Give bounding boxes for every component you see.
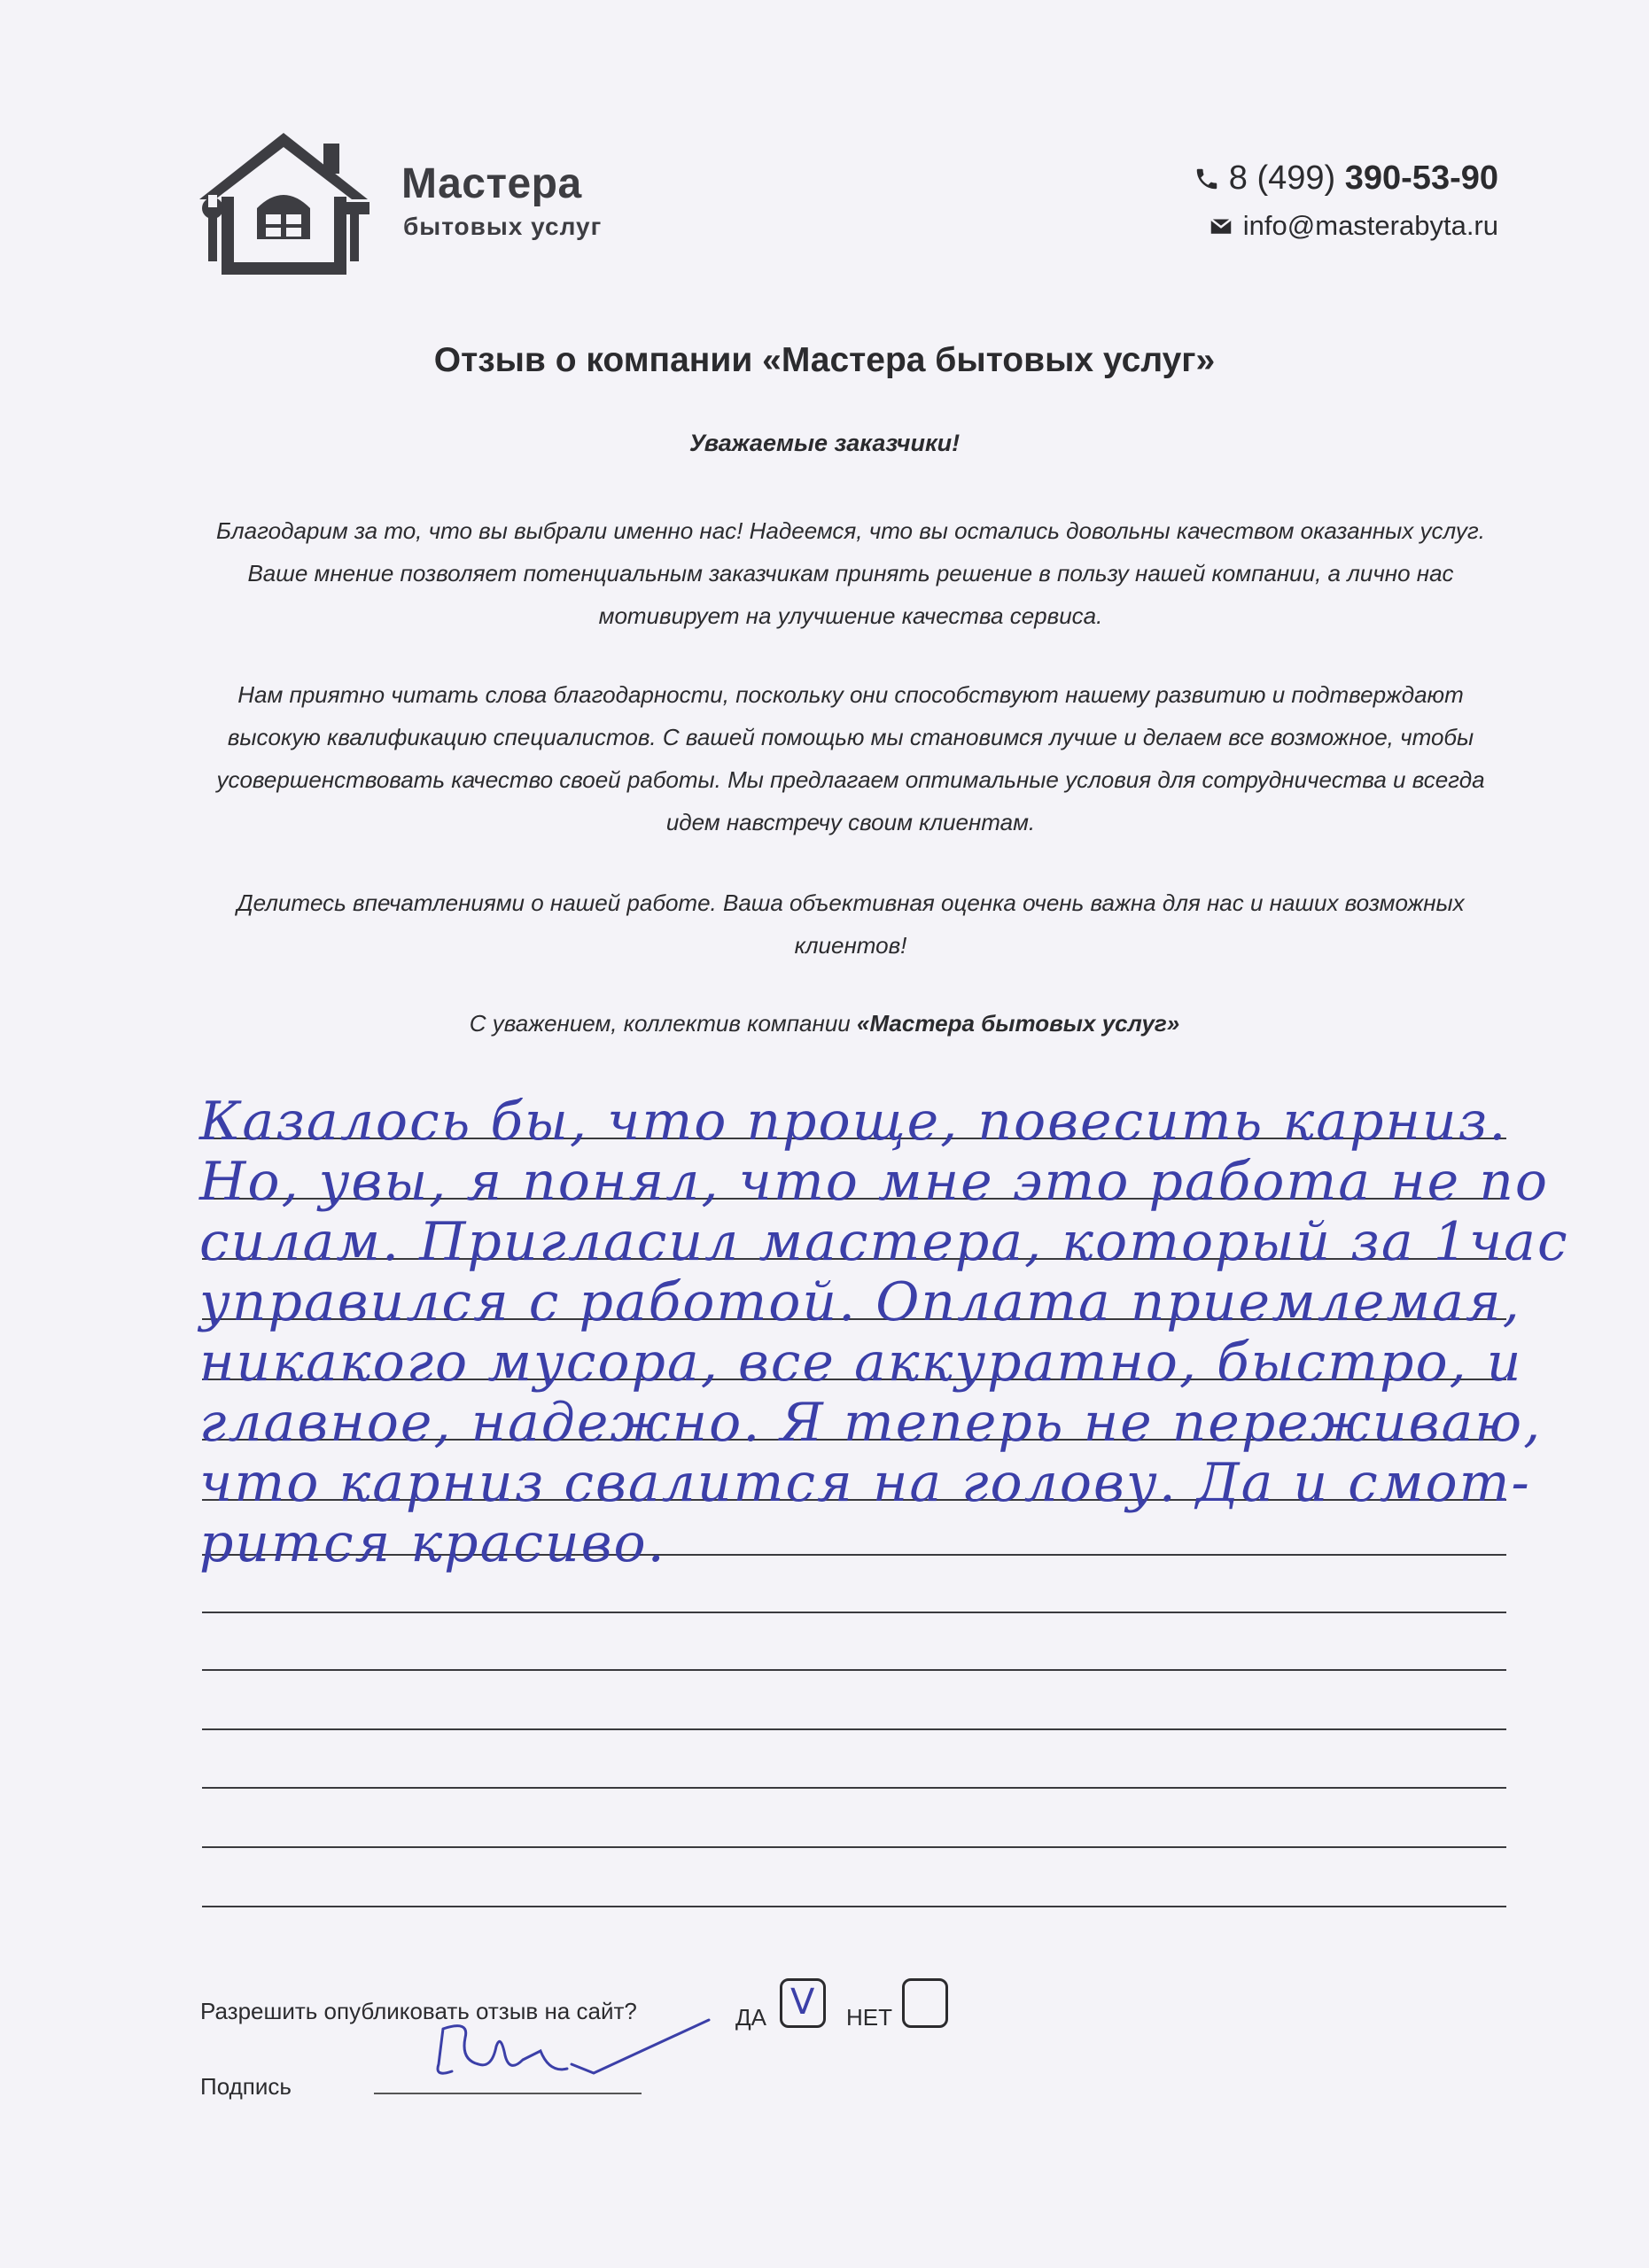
signature-label: Подпись <box>200 2073 292 2100</box>
review-line: Но, увы, я понял, что мне это работа не по <box>199 1151 1549 1213</box>
greeting: Уважаемые заказчики! <box>688 430 961 456</box>
intro-paragraph-1: Благодарим за то, что вы выбрали именно нас! Надеемся, что вы остались довольны качеством оказанных услуг. Ваше мнение позволяет потенциальным заказчикам принять решение в пользу нашей компании, а лично нас мотивирует на улучшение качества сервиса. <box>216 517 1485 629</box>
brand-subtitle: бытовых услуг <box>403 213 603 240</box>
review-line: рится красиво. <box>199 1512 666 1574</box>
review-line: силам. Пригласил мастера, который за 1час <box>199 1211 1569 1273</box>
review-line: никакого мусора, все аккуратно, быстро, и <box>199 1332 1523 1394</box>
phone-prefix: 8 (499) <box>1228 159 1336 197</box>
email-address[interactable]: info@masterabyta.ru <box>1242 210 1498 241</box>
page-title: Отзыв о компании «Мастера бытовых услуг» <box>433 341 1216 379</box>
yes-check-mark: V <box>790 1982 815 2023</box>
no-checkbox[interactable] <box>902 1978 948 2028</box>
review-line: управился с работой. Оплата приемлемая, <box>199 1271 1521 1333</box>
intro-paragraph-2: Нам приятно читать слова благодарности, поскольку они способствуют нашему развитию и подтверждают высокую квалификацию специалистов. С вашей помощью мы становимся лучше и делаем все возможное, чтобы усовершенствовать качество своей работы. Мы предлагаем оптимальные условия для сотрудничества и всегда идем навстречу своим клиентам. <box>216 681 1485 835</box>
handwritten-review <box>199 1091 1569 1574</box>
handwritten-signature <box>416 2011 718 2100</box>
brand-name: Мастера <box>401 160 582 207</box>
review-line: что карниз свалится на голову. Да и смот- <box>199 1452 1531 1514</box>
phone-main: 390-53-90 <box>1344 159 1498 197</box>
intro-paragraph-3: Делитесь впечатлениями о нашей работе. Ваша объективная оценка очень важна для нас и наших возможных клиентов! <box>237 889 1465 959</box>
yes-label: ДА <box>735 2004 766 2031</box>
signoff-prefix: С уважением, коллектив компании <box>469 1010 851 1037</box>
review-line: Казалось бы, что проще, повесить карниз. <box>199 1091 1508 1153</box>
publish-question: Разрешить опубликовать отзыв на сайт? <box>200 1998 637 2024</box>
no-label: НЕТ <box>846 2004 892 2031</box>
review-line: главное, надежно. Я теперь не переживаю, <box>199 1392 1543 1454</box>
signoff-company: «Мастера бытовых услуг» <box>856 1010 1180 1037</box>
